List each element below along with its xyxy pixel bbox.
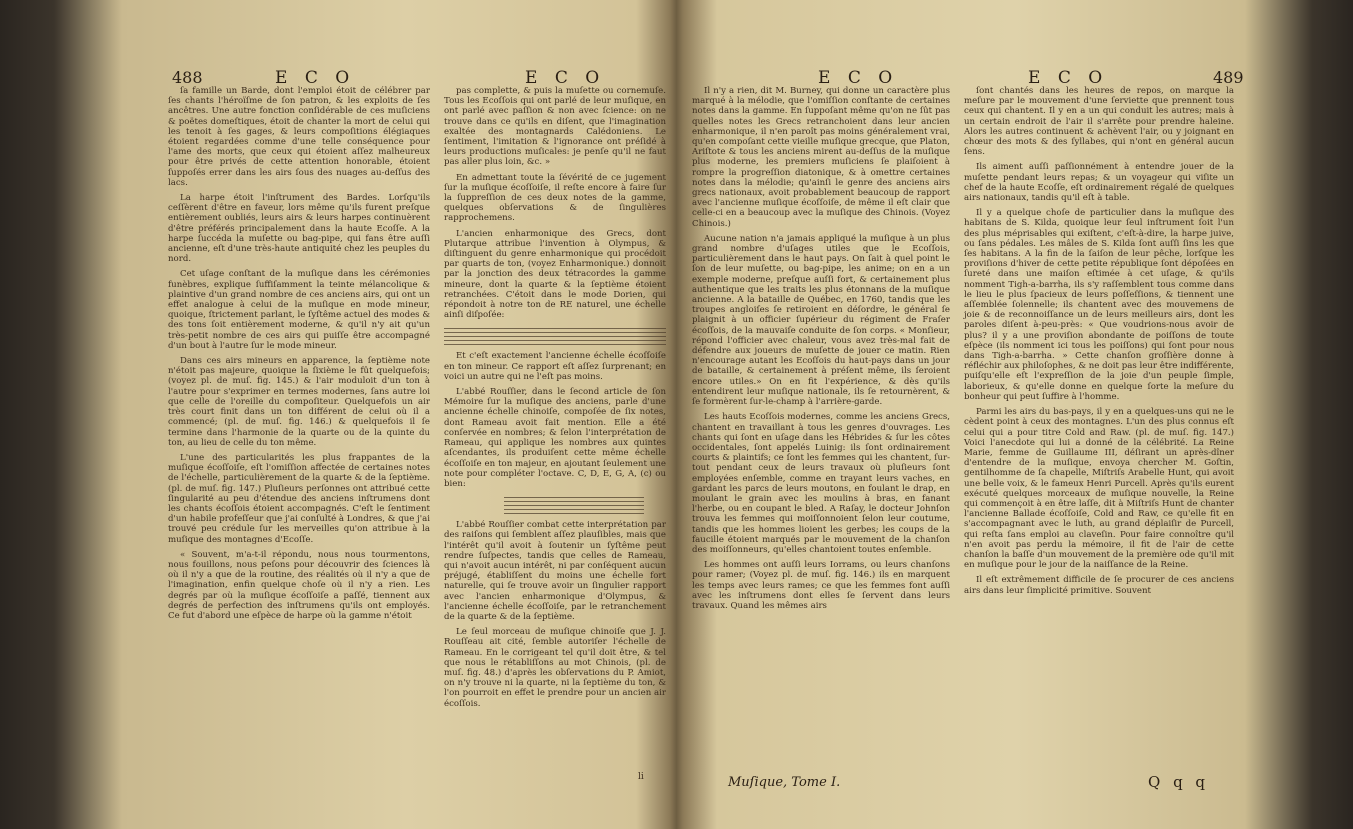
- text-column-1: [692, 86, 950, 616]
- text-column-1: [168, 86, 430, 626]
- paragraph: ſa famille un Barde, dont l'emploi étoit de célébrer par ſes chants l'héroïſme de ſon patron, & les exploits de ſes ancêtres. Une autre fonction conſidérable de ces muſiciens & poëtes domeſtiques, étoit de chanter la mort de celui qui les tenoit à ſes gages, & leurs compoſitions élégiaques étoient regardées comme d'une telle conséquence pour l'ame des morts, que ceux qui étoient aſſez malheureux pour être privés de cette attention honorable, étoient ſuppoſés errer dans les airs ſous des nuages au-deſſus des lacs.: [168, 86, 430, 188]
- paragraph: Les hauts Ecoſſois modernes, comme les anciens Grecs, chantent en travaillant à tous les genres d'ouvrages. Les chants qui ſont en uſage dans les Hébrides & ſur les côtes occidentales, ſont appelés Luinig: ils ſont ordinairement courts & plaintifs; ce ſont les femmes qui les chantent, ſur-tout pendant ceux de leurs travaux où pluſieurs ſont employées enſemble, comme en trayant leurs vaches, en gardant les parcs de leurs moutons, en foulant le drap, en moulant le grain avec les moulins à bras, en fanant l'herbe, ou en coupant le bled. A Raſay, le docteur Johnſon trouva les femmes qui moiſſonnoient ſelon leur coutume, tandis que les hommes lioient les gerbes; les coups de la faucille étoient marqués par le mouvement de la chanſon des moiſſonneurs, qu'elles chantoient toutes enſemble.: [692, 412, 950, 555]
- text-column-2: [964, 86, 1234, 601]
- paragraph: Le ſeul morceau de muſique chinoiſe que J. J. Rouſſeau ait cité, ſemble autoriſer l'échelle de Rameau. En le corrigeant tel qu'il doit être, & tel que nous le rétabliſſons au mot Chinois, (pl. de muſ. fig. 48.) d'après les obſervations du P. Amiot, on n'y trouve ni la quarte, ni la ſeptième du ton, & l'on pourroit en effet le prendre pour un ancien air écoſſois.: [444, 627, 666, 709]
- text-column-2: [444, 86, 666, 714]
- paragraph: En admettant toute la ſévérité de ce jugement ſur la muſique écoſſoiſe, il reſte encore à faire ſur la ſuppreſſion de ces deux notes de la gamme, quelques obſervations & de ſingulières rapprochemens.: [444, 172, 666, 224]
- paragraph: « Souvent, m'a-t-il répondu, nous nous tourmentons, nous fouillons, nous peſons pour découvrir des ſciences là où il n'y a que de la routine, des réalités où il n'y a que de l'imagination, enfin quelque choſe où il n'y a rien. Les degrés par où la muſique écoſſoiſe a paſſé, tiennent aux degrés de perfection des inſtrumens qu'ils ont employés. Ce fut d'abord une eſpèce de harpe où la gamme n'étoit: [168, 549, 430, 621]
- paragraph: Dans ces airs mineurs en apparence, la ſeptième note n'étoit pas majeure, quoique la ſixième le fût quelquefois; (voyez pl. de muſ. fig. 145.) & l'air moduloit d'un ton à l'autre pour s'exprimer en termes modernes, ſans autre loi que celle de l'oreille du compoſiteur. Quelquefois un air très court finit dans un ton différent de celui où il a commencé; (pl. de muſ. fig. 146.) & quelquefois il ſe termine dans l'harmonie de la quarte ou de la quinte du ton, au lieu de celle du ton même.: [168, 356, 430, 448]
- paragraph: pas complette, & puis la muſette ou cornemuſe. Tous les Ecoſſois qui ont parlé de leur muſique, en ont parlé avec paſſion & non avec ſcience: on ne trouve dans ce qu'ils en diſent, que l'imagination exaltée des montagnards Calédoniens. Le ſentiment, l'imitation & l'ignorance ont préſidé à leurs productions muſicales: je penſe qu'il ne faut pas aller plus loin, &c. »: [444, 86, 666, 168]
- paragraph: Cet uſage conſtant de la muſique dans les cérémonies funèbres, explique ſuffiſamment la teinte mélancolique & plaintive d'un grand nombre de ces anciens airs, qui ont un effet analogue à celui de la muſique en mode mineur, quoique, ſtrictement parlant, le ſyſtême actuel des modes & des tons ſoit entièrement moderne, & qu'il n'y ait qu'un très-petit nombre de ces airs qui puiſſe être accompagné d'un bout à l'autre ſur le mode mineur.: [168, 269, 430, 351]
- paragraph: L'ancien enharmonique des Grecs, dont Plutarque attribue l'invention à Olympus, & diſtinguent du genre enharmonique qui procédoit par quarts de ton, (voyez Enharmonique.) donnoit par la jonction des deux tétracordes la gamme mineure, dont la quarte & la ſeptième étoient retranchées. C'étoit dans le mode Dorien, qui répondoit à notre ton de RE naturel, une échelle ainſi diſpoſée:: [444, 228, 666, 321]
- running-head: E C O: [525, 68, 606, 88]
- right-page: [688, 0, 1248, 829]
- paragraph: Aucune nation n'a jamais appliqué la muſique à un plus grand nombre d'uſages utiles que le Ecoſſois, particulièrement dans le haut pays. On ſait à quel point le ſon de leur muſette, ou bag-pipe, les anime; on en a un exemple moderne, preſque auſſi fort, & certainement plus authentique que les traits les plus étonnans de la muſique ancienne. A la bataille de Québec, en 1760, tandis que les troupes angloiſes ſe retiroient en déſordre, le général ſe plaignit à un officier ſupérieur du régiment de Fraſer écoſſois, de la mauvaiſe conduite de ſon corps. « Monſieur, répond l'officier avec chaleur, vous avez très-mal fait de défendre aux joueurs de muſette de jouer ce matin. Rien n'encourage autant les Ecoſſois du haut-pays dans un jour de bataille, & certainement à préſent même, ils ſeroient encore utiles.» On en fit l'expérience, & dès qu'ils entendirent leur muſique nationale, ils ſe retournèrent, & ſe formèrent ſur-le-champ à l'arrière-garde.: [692, 233, 950, 408]
- music-staff-figure: [444, 325, 666, 345]
- paragraph: Il y a quelque choſe de particulier dans la muſique des habitans de S. Kilda, quoique leur ſeul inſtrument ſoit l'un des plus méprisables qui exiſtent, c'eſt-à-dire, la harpe juive, ou ſans pédales. Les mâles de S. Kilda ſont auſſi ſins les que ſes habitans. A la fin de la ſaiſon de leur pêche, lorſque les proviſions d'hiver de cette petite république ſont dépoſées en ſureté dans une maiſon eſtimée à cet uſage, & qu'ils nomment Tigh-a-barrha, ils s'y raſſemblent tous comme dans le lieu le plus ſpacieux de leurs poſſeſſions, & tiennent une aſſemblée ſolennelle; ils chantent avec des mouvemens de joie & de reconnoiſſance un de leurs meilleurs airs, dont les paroles diſent à-peu-près: « Que voudrions-nous avoir de plus? il y a une proviſion abondante de poiſſons de toute eſpèce (ils nomment ici tous les poiſſons) qui ſont pour nous dans Tigh-a-barrha. » Cette chanſon groſſière donne à réfléchir aux philoſophes, & ne doit pas leur être indifférente, puiſqu'elle eſt l'expreſſion de la joie d'un peuple ſimple, laborieux, & qu'elle donne en quelque ſorte la meſure du bonheur qui peut ſuffire à l'homme.: [964, 208, 1234, 402]
- paragraph: ſont chantés dans les heures de repos, on marque la meſure par le mouvement d'une ſerviette que prennent tous ceux qui chantent. Il y en a un qui conduit les autres; mais à un certain endroit de l'air il s'arrête pour prendre haleine. Alors les autres continuent & achèvent l'air, ou y joignant en chœur des mots & des ſyllabes, qui n'ont en général aucun ſens.: [964, 86, 1234, 158]
- page-number: 488: [172, 68, 203, 87]
- running-head: E C O: [1028, 68, 1109, 88]
- paragraph: Les hommes ont auſſi leurs Iorrams, ou leurs chanſons pour ramer; (Voyez pl. de muſ. fig. 146.) ils en marquent les temps avec leurs rames; ce que les femmes font auſſi avec les inſtrumens dont elles ſe ſervent dans leurs travaux. Quand les mêmes airs: [692, 560, 950, 611]
- running-head: E C O: [818, 68, 899, 88]
- paragraph: L'une des particularités les plus frappantes de la muſique écoſſoiſe, eſt l'omiſſion affectée de certaines notes de l'échelle, particulièrement de la quarte & de la ſeptième. (pl. de muſ. fig. 147.) Pluſieurs perſonnes ont attribué cette ſingularité au peu d'étendue des anciens inſtrumens dont les chants écoſſois étoient accompagnés. C'eſt le ſentiment d'un habile profeſſeur que j'ai conſulté à Londres, & que j'ai trouvé peu crédule ſur les merveilles qu'on attribue à la muſique des montagnes d'Ecoſſe.: [168, 452, 430, 545]
- paragraph: Il eſt extrêmement difficile de ſe procurer de ces anciens airs dans leur ſimplicité primitive. Souvent: [964, 575, 1234, 596]
- paragraph: Il n'y a rien, dit M. Burney, qui donne un caractère plus marqué à la mélodie, que l'omiſſion conſtante de certaines notes dans la gamme. En ſuppoſant même qu'on ne ſût pas quelles notes les Grecs retranchoient dans leur ancien enharmonique, il n'en paroît pas moins généralement vrai, qu'en compoſant cette vieille muſique grecque, que Platon, Ariſtote & tous les anciens mirent au-deſſus de la muſique plus moderne, les premiers muſiciens ſe plaiſoient à rompre la progreſſion diatonique, & à omettre certaines notes dans la mélodie; qu'ainſi le genre des anciens airs grecs nationaux, avoit probablement beaucoup de rapport avec l'ancienne muſique écoſſoiſe, de même il eſt clair que celle-ci en a beaucoup avec la muſique des Chinois. (Voyez Chinois.): [692, 86, 950, 229]
- volume-footer: Muſique, Tome I.: [728, 775, 841, 790]
- paragraph: Parmi les airs du bas-pays, il y en a quelques-uns qui ne le cèdent point à ceux des montagnes. L'un des plus connus eſt celui qui a pour titre Cold and Raw. (pl. de muſ. fig. 147.) Voici l'anecdote qui lui a donné de la célébrité. La Reine Marie, femme de Guillaume III, déſirant un après-dîner d'entendre de la muſique, envoya chercher M. Goſtin, gentilhomme de ſa chapelle, Miſtriſs Arabelle Hunt, qui avoit une belle voix, & le fameux Henri Purcell. Après qu'ils eurent exécuté quelques morceaux de muſique nouvelle, la Reine qui commençoit à en être laſſe, dit à Miſtriſs Hunt de chanter l'ancienne Ballade écoſſoiſe, Cold and Raw, ce qu'elle fit en s'accompagnant avec le luth, au grand déplaiſir de Purcell, qui reſta ſans emploi au claveſin. Pour faire connoître qu'il n'en avoit pas perdu la mémoire, il fit de l'air de cette chanſon la baſſe d'un mouvement de la première ode qu'il mit en muſique pour le jour de la naiſſance de la Reine.: [964, 407, 1234, 571]
- paragraph: La harpe étoit l'inſtrument des Bardes. Lorſqu'ils ceſſèrent d'être en faveur, lors même qu'ils furent preſque entièrement oubliés, leurs airs & leurs harpes continuèrent d'être préférés principalement dans la haute Ecoſſe. A la harpe ſuccéda la muſette ou bag-pipe, qui fans être auſſi ancienne, eſt d'une très-haute antiquité chez les peuples du nord.: [168, 193, 430, 265]
- running-head: E C O: [275, 68, 356, 88]
- paragraph: Ils aiment auſſi paſſionnément à entendre jouer de la muſette pendant leurs repas; & un voyageur qui viſite un chef de la haute Ecoſſe, eſt ordinairement régalé de quelques airs nationaux, tandis qu'il eſt à table.: [964, 162, 1234, 204]
- paragraph: L'abbé Rouſſier, dans le ſecond article de ſon Mémoire ſur la muſique des anciens, parle d'une ancienne échelle chinoiſe, compoſée de ſix notes, dont Rameau avoit fait mention. Elle a été conſervée en nombres; & ſelon l'interprétation de Rameau, qui applique les nombres aux quintes aſcendantes, ils produiſent cette même échelle écoſſoiſe en ton majeur, en ajoutant ſeulement une note pour compléter l'octave. C, D, E, G, A, (c) ou bien:: [444, 387, 666, 489]
- signature-mark: Q q q: [1148, 773, 1210, 791]
- page-number: 489: [1213, 68, 1244, 87]
- paragraph: Et c'eſt exactement l'ancienne échelle écoſſoiſe en ton mineur. Ce rapport eſt aſſez ſurprenant; en voici un autre qui ne l'eſt pas moins.: [444, 351, 666, 382]
- music-staff-figure: [504, 494, 644, 514]
- left-page: [110, 0, 670, 829]
- line-marker: li: [638, 772, 644, 782]
- paragraph: L'abbé Rouſſier combat cette interprétation par des raiſons qui ſemblent aſſez plauſibles, mais que l'intérêt qu'il avoit à ſoutenir un ſyſtême peut rendre ſuſpectes, tandis que celles de Rameau, qui n'avoit aucun intérêt, ni par conſéquent aucun préjugé, établiſſent du moins une échelle fort naturelle, qui ſe trouve avoir un ſingulier rapport avec l'ancien enharmonique d'Olympus, & l'ancienne échelle écoſſoiſe, par le retranchement de la quarte & de la ſeptième.: [444, 520, 666, 622]
